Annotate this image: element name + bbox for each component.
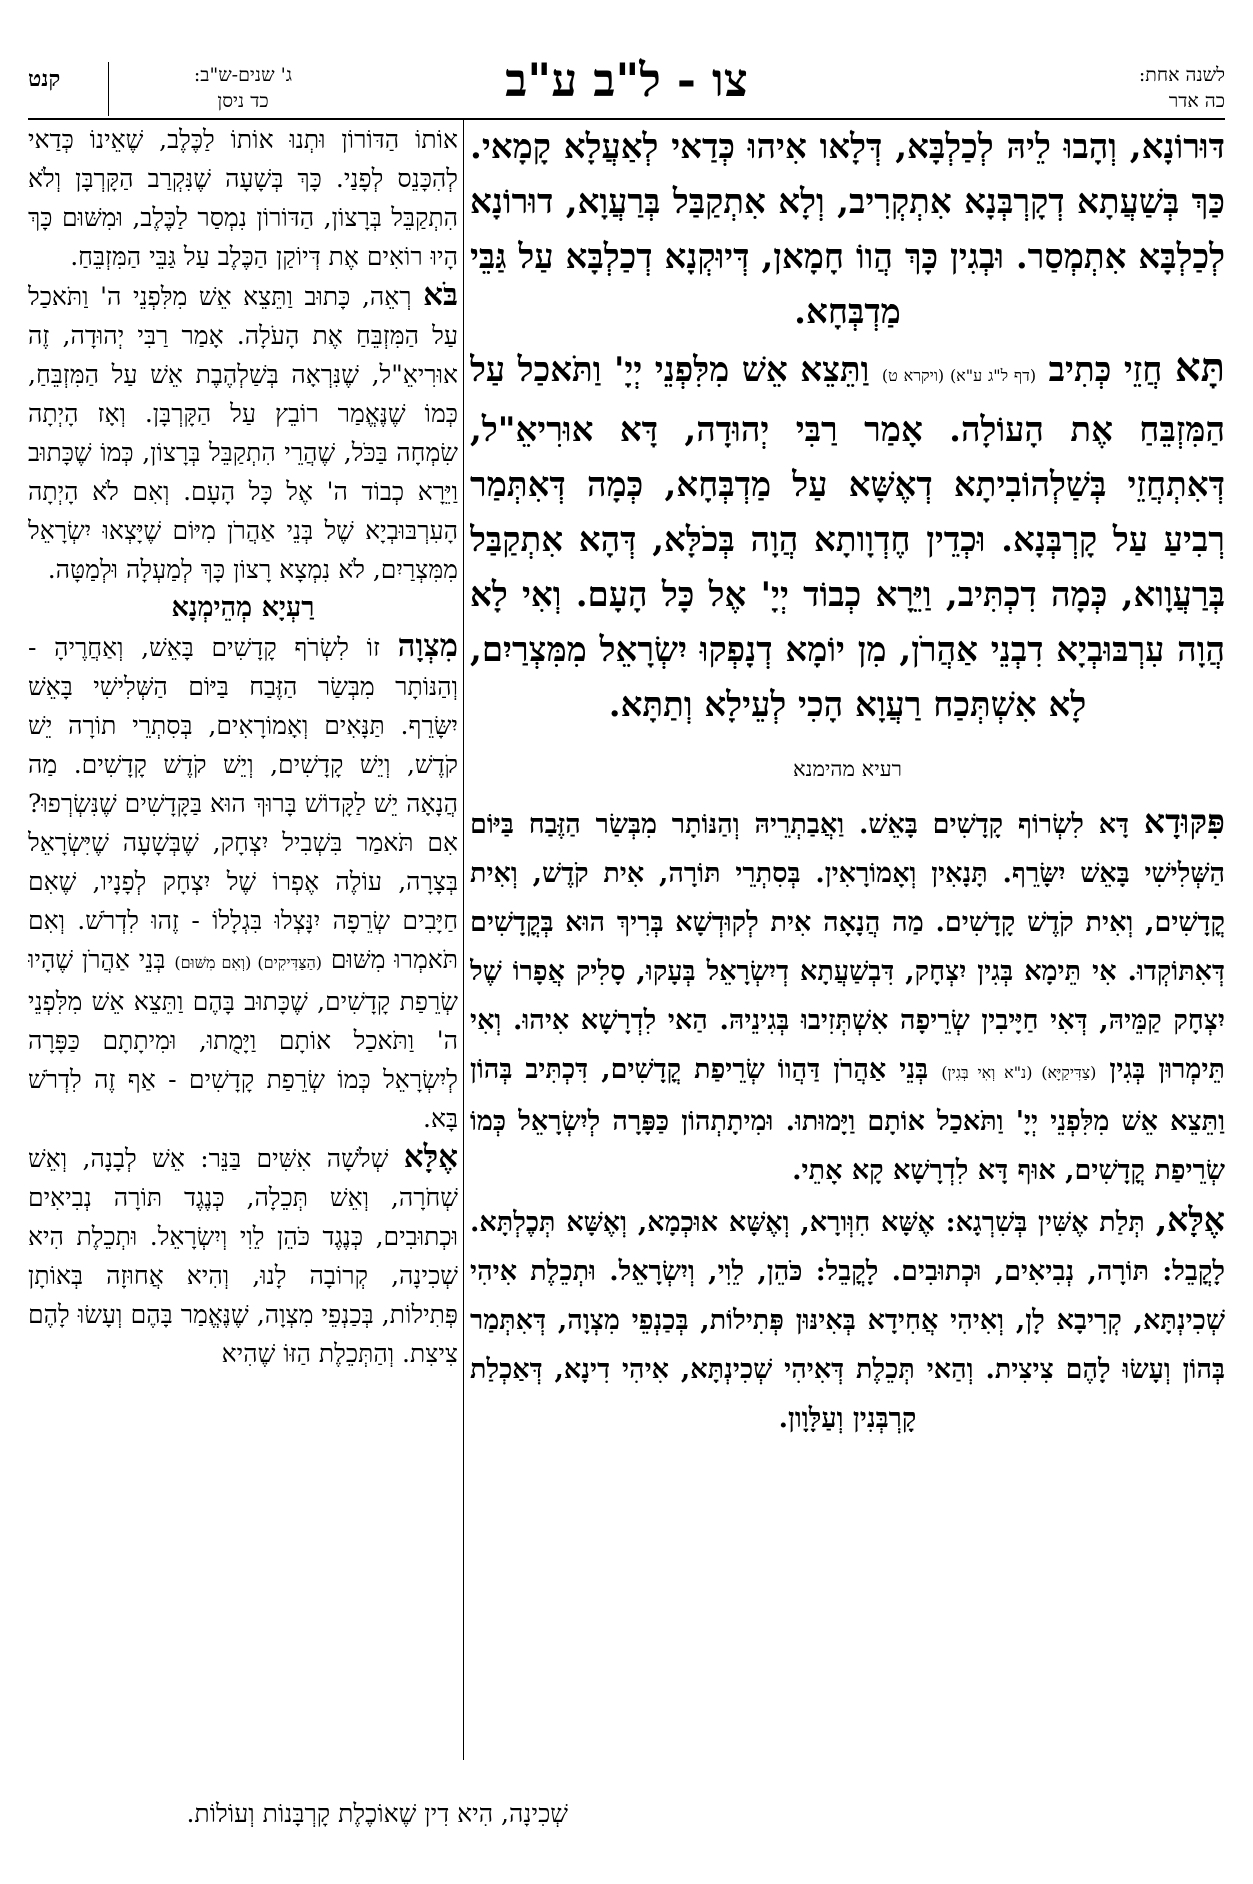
side-paragraph-3 (28, 627, 458, 1138)
side-paragraph-2-a: רְאֵה, כָּתוּב וַתֵּצֵא אֵשׁ מִלִּפְנֵי ה' וַתֹּאכַל עַל הַמִּזְבֵּחַ אֶת הָעֹלָה. אָמַר רַבִּי יְהוּדָה, זֶה אוּרִיאֵ"ל, שֶׁנִּרְאָה בְּשַׁלְהֶבֶת אֵשׁ עַל הַמִּזְבֵּחַ, כְּמוֹ שֶׁנֶּאֱמַר רוֹבֵץ עַל הַקָּרְבָּן. וְאָז הָיְתָה שִׂמְחָה בַּכֹּל, שֶׁהֲרֵי הִתְקַבֵּל בְּרָצוֹן, כְּמוֹ שֶׁכָּתוּב וַיֵּרָא כְבוֹד ה' אֶל כָּל הָעָם. וְאִם לֹא הָיְתָה הָעִרְבּוּבְיָא שֶׁל בְּנֵי אַהֲרֹן מִיּוֹם שֶׁיָּצְאוּ יִשְׂרָאֵל מִמִּצְרַיִם, לֹא נִמְצָא רָצוֹן כָּךְ לְמַעְלָה וּלְמַטָּה. (28, 282, 458, 584)
side-paragraph-2 (28, 276, 458, 589)
main-column (470, 120, 1225, 1864)
header-schedule-label: לשנה אחת: (1138, 64, 1225, 86)
side-variant-note: (הַצַּדִּיקִים) (וְאִם מִשּׁוּם) (174, 953, 323, 972)
header-schedule-date: כה אדר (1168, 90, 1225, 112)
main-paragraph-1: דּוּרוֹנָא, וְהָבוּ לֵיהּ לְכַלְבָּא, דְּלָאו אִיהוּ כְּדַאי לְאַעֲלָא קָמָאי. כַּךְ בְּשַׁעֲתָא דְקָרְבְּנָא אִתְקְרִיב, וְלָא אִתְקַבַּל בְּרַעֲוָא, דוּרוֹנָא לְכַלְבָּא אִתְמְסַר. וּבְגִין כָּךְ הֲווֹ חָמָאן, דְּיוּקְנָא דְכַלְבָּא עַל גַּבֵּי מַדְבְּחָא. (470, 127, 1225, 332)
side-paragraph-4 (28, 1138, 458, 1373)
main-paragraph-2 (470, 340, 1225, 733)
main-paragraph-2-b: וַתֵּצֵא אֵשׁ מִלִּפְנֵי יְיָ' וַתֹּאכַל עַל הַמִּזְבֵּחַ אֶת הָעוֹלָה. אָמַר רַבִּי יְהוּדָה, דָּא אוּרִיאֵ"ל, דְּאִתְחֲזֵי בְּשַׁלְהוֹבִיתָא דְאֶשָּׁא עַל מַדְבְּחָא, כְּמָה דְּאִתְּמַר רְבִיעַ עַל קָרְבְּנָא. וּכְדֵין חֶדְוָותָא הֲוָה בְּכֹלָּא, דְּהָא אִתְקַבַּל בְּרַעֲוָוא, כְּמָה דִכְתִּיב, וַיֵּרָא כְבוֹד יְיָ' אֶל כָּל הָעָם. וְאִי לָא הֲוָה עִרְבּוּבְיָא דִבְנֵי אַהֲרֹן, מִן יוֹמָא דְנָפְקוּ יִשְׂרָאֵל מִמִּצְרַיִם, לָא אִשְׁתְּכַח רַעֲוָא הָכִי לְעֵילָא וְתַתָּא. (470, 350, 1225, 725)
main-paragraph-2-lead: תָּא (1174, 344, 1225, 391)
side-paragraph-1: אוֹתוֹ הַדּוֹרוֹן וּתְנוּ אוֹתוֹ לַכֶּלֶב, שֶׁאֵינוֹ כְּדַאי לְהִכָּנֵס לְפָנַי. כָּךְ בְּשָׁעָה שֶׁנִּקְרַב הַקָּרְבָּן וְלֹא הִתְקַבֵּל בְּרָצוֹן, הַדּוֹרוֹן נִמְסַר לַכֶּלֶב, וּמִשּׁוּם כָּךְ הָיוּ רוֹאִים אֶת דְּיוֹקַן הַכֶּלֶב עַל גַּבֵּי הַמִּזְבֵּחַ. (28, 125, 458, 271)
side-column (28, 120, 458, 1794)
header-cycle-date: כד ניסן (217, 90, 269, 112)
page-number: קנט (28, 66, 61, 92)
main-paragraph-3-b: בְּנֵי אַהֲרֹן דַּהֲווֹ שְׂרֵיפַת קֳדָשִׁים, דִּכְתִּיב בְּהוֹן וַתֵּצֵא אֵשׁ מִלִּפְנֵי יְיָ' וַתֹּאכַל אוֹתָם וַיָּמוּתוּ. וּמִיתָתְהוֹן כַּפָּרָה לְיִשְׂרָאֵל כְּמוֹ שְׂרֵיפַת קֳדָשִׁים, אוּף דָּא לִדְרָשָׁא קָא אָתֵי. (470, 1054, 1225, 1186)
side-paragraph-3-b: בְּנֵי אַהֲרֹן שֶׁהָיוּ שְׂרֵפַת קָדָשִׁים, שֶׁכָּתוּב בָּהֶם וַתֵּצֵא אֵשׁ מִלִּפְנֵי ה' וַתֹּאכַל אוֹתָם וַיָּמֻתוּ, וּמִיתָתָם כַּפָּרָה לְיִשְׂרָאֵל כְּמוֹ שְׂרֵפַת קָדָשִׁים - אַף זֶה לִדְרֹשׁ בָּא. (28, 945, 458, 1133)
side-paragraph-3-a: זוֹ לִשְׂרֹף קָדָשִׁים בָּאֵשׁ, וְאַחֲרֶיהָ - וְהַנּוֹתָר מִבְּשַׂר הַזֶּבַח בַּיּוֹם הַשְּׁלִישִׁי בָּאֵשׁ יִשָּׂרֵף. תַּנָּאִים וְאָמוֹרָאִים, בְּסִתְרֵי תוֹרָה יֵשׁ קֹדֶשׁ, וְיֵשׁ קָדָשִׁים, וְיֵשׁ קֹדֶשׁ קָדָשִׁים. מַה הֲנָאָה יֵשׁ לַקָּדוֹשׁ בָּרוּךְ הוּא בַּקָּדָשִׁים שֶׁנִּשְׂרְפוּ? אִם תֹּאמַר בִּשְׁבִיל יִצְחָק, שֶׁבְּשָׁעָה שֶׁיִּשְׂרָאֵל בְּצָרָה, עוֹלֶה אֶפְרוֹ שֶׁל יִצְחָק לְפָנָיו, שֶׁאִם חַיָּבִים שְׂרֵפָה יִנָּצְלוּ בִּגְלָלוֹ - זֶהוּ לִדְרֹשׁ. וְאִם תֹּאמְרוּ מִשּׁוּם (28, 633, 458, 974)
main-paragraph-3 (470, 797, 1225, 1195)
main-paragraph-2-a: חֲזֵי כְּתִיב (1036, 350, 1175, 390)
main-variant-note: (צַדִּיקַיָּא) (נ"א וְאִי בְּגִין) (941, 1063, 1097, 1082)
side-raya-heading: רַעְיָא מְהֵימְנָא (171, 592, 315, 623)
main-paragraph-4-a: תְּלַת אֶשִּׁין בְּשִׁרְגָא: אֶשָּׁא חִוְּורָא, וְאֶשָּׁא אוּכְמָא, וְאֶשָּׁא תְּכֶלְתָּא. לָקֳבֵל: תּוֹרָה, נְבִיאִים, וּכְתוּבִים. לָקֳבֵל: כֹּהֵן, לֵוִי, וְיִשְׂרָאֵל. וּתְכֵלֶת אִיהִי שְׁכִינְתָּא, קְרִיבָא לָן, וְאִיהִי אֲחִידָא בְּאִינּוּן פְּתִילוֹת, בְּכַנְפֵי מִצְוָה, דְּאִתְּמַר בְּהוֹן וְעָשׂוּ לָהֶם צִיצִית. וְהַאי תְּכֵלֶת דְּאִיהִי שְׁכִינְתָּא, אִיהִי דִינָא, דְּאַכְלַת קָרְבְּנִין וְעַלָּוָון. (470, 1207, 1225, 1434)
main-paragraph-4-lead: אֶלָּא, (1155, 1200, 1225, 1239)
side-paragraph-3-lead: מִצְוָה (397, 628, 458, 664)
column-divider (463, 120, 464, 1760)
side-paragraph-4-a: שְׁלֹשָׁה אִשִּׁים בַּנֵּר: אֵשׁ לְבָנָה, וְאֵשׁ שְׁחֹרָה, וְאֵשׁ תְּכֵלָה, כְּנֶגֶד תּוֹרָה נְבִיאִים וּכְתוּבִים, כְּנֶגֶד כֹּהֵן לֵוִי וְיִשְׂרָאֵל. וּתְכֵלֶת הִיא שְׁכִינָה, קְרוֹבָה לָנוּ, וְהִיא אֲחוּזָה בְּאוֹתָן פְּתִילוֹת, בְּכַנְפֵי מִצְוָה, שֶׁנֶּאֱמַר בָּהֶם וְעָשׂוּ לָהֶם צִיצִת. וְהַתְּכֵלֶת הַזּוֹ שֶׁהִיא (28, 1144, 458, 1368)
main-paragraph-3-lead: פִּקּוּדָא (1143, 802, 1225, 841)
main-paragraph-4 (470, 1195, 1225, 1443)
main-paragraph-3-a: דָּא לִשְׂרוֹף קָדָשִׁים בָּאֵשׁ. וַאֲבַתְרֵיהּ וְהַנּוֹתָר מִבְּשַׂר הַזֶּבַח בַּיּוֹם הַשְּׁלִישִׁי בָּאֵשׁ יִשָּׂרֵף. תָּנָאִין וְאָמוֹרָאִין. בְּסִתְרֵי תּוֹרָה, אִית קֹדֶשׁ, וְאִית קֳדָשִׁים, וְאִית קֹדֶשׁ קָדָשִׁים. מַה הֲנָאָה אִית לְקוּדְשָׁא בְּרִיךְ הוּא בְּקֳדָשִׁים דְּאִתּוֹקְדוּ. אִי תֵּימָא בְּגִין יִצְחָק, דִּבְשַׁעֲתָא דְיִשְׂרָאֵל בְּעָקוּ, סָלִיק אֲפָרוֹ שֶׁל יִצְחָק קַמֵּיהּ, דְּאִי חַיָּיבִין שְׂרֵיפָה אִשְׁתְּזִיבוּ בְּגִינֵיהּ. הַאי לִדְרָשָׁא אִיהוּ. וְאִי תֵּימְרוּן בְּגִין (470, 809, 1225, 1085)
side-paragraph-4-lead: אֶלָּא (403, 1139, 458, 1175)
side-paragraph-2-lead: בֹּא (423, 277, 458, 313)
header-cycle-label: ג' שנים-ש"ב: (193, 64, 293, 86)
main-source-note: (דף ל"ג ע"א) (ויקרא ט) (881, 366, 1037, 385)
header-center-left (128, 62, 358, 114)
header-divider (108, 62, 109, 116)
side-footer-line: שְׁכִינָה, הִיא דִין שֶׁאוֹכֶלֶת קָרְבָּנוֹת וְעוֹלוֹת. (186, 1799, 568, 1828)
main-raya-heading: רעיא מהימנא (793, 757, 902, 781)
page-title: צו - ל"ב ע"ב (505, 53, 748, 107)
